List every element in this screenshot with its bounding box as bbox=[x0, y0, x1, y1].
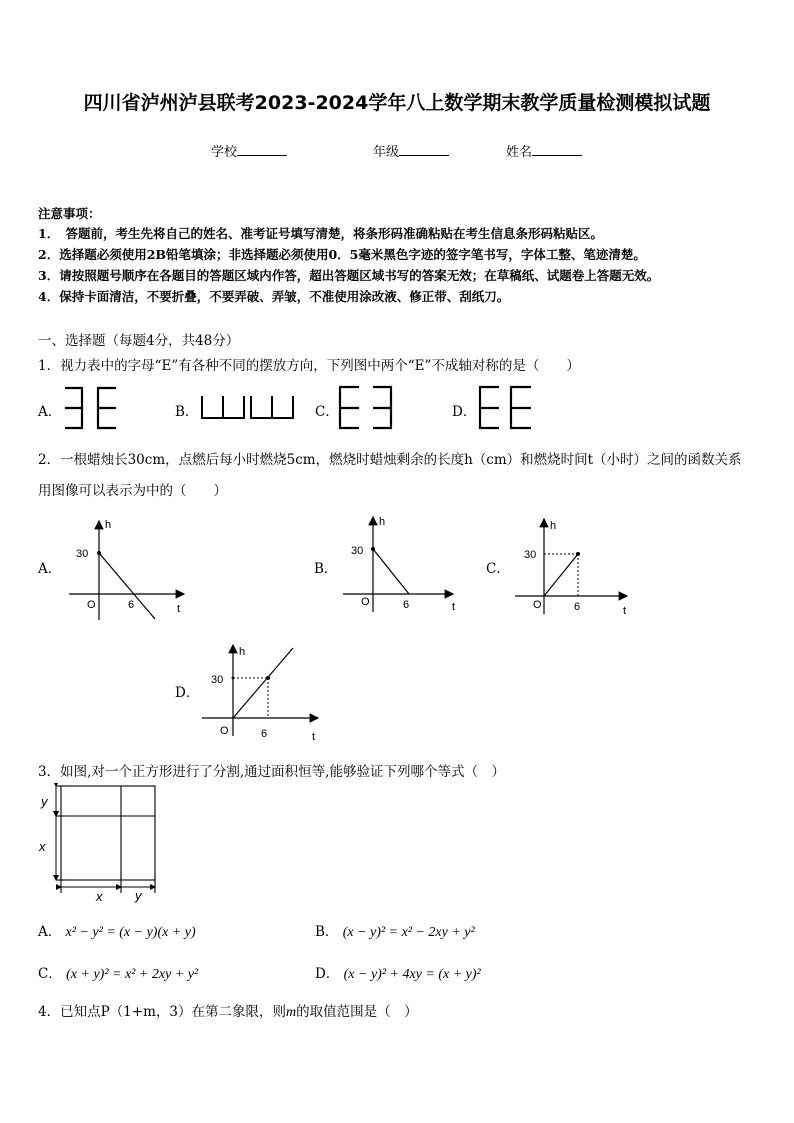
notice-item-2: 2．选择题必须使用2B铅笔填涂；非选择题必须使用0．5毫米黑色字迹的签字笔书写，字体工整、笔迹清楚。 bbox=[38, 247, 646, 262]
q1-option-c-figure bbox=[337, 384, 397, 432]
tick-label-6: 6 bbox=[128, 599, 135, 611]
q1-option-a-label: A． bbox=[38, 404, 62, 420]
notice-item-4: 4．保持卡面清洁，不要折叠，不要弄破、弄皱，不准使用涂改液、修正带、刮纸刀。 bbox=[38, 289, 510, 304]
label-x-bottom: x bbox=[96, 889, 103, 904]
label-y-left: y bbox=[41, 794, 48, 809]
q2-option-c-label: C． bbox=[486, 561, 510, 577]
school-blank bbox=[237, 143, 287, 156]
question-4-variable: m bbox=[285, 1005, 297, 1020]
axis-label-t: t bbox=[177, 603, 181, 615]
school-field bbox=[211, 141, 287, 160]
question-4-text-after: 的取值范围是（ ） bbox=[296, 1004, 418, 1020]
q1-option-c-label: C． bbox=[315, 404, 339, 420]
origin-label: O bbox=[533, 599, 542, 611]
name-blank bbox=[532, 143, 582, 156]
q3-square-figure bbox=[36, 783, 162, 905]
q3-option-c bbox=[38, 962, 198, 983]
q2-option-d-label: D． bbox=[175, 685, 200, 701]
tick-label-6: 6 bbox=[261, 728, 268, 740]
label-y-bottom: y bbox=[135, 888, 142, 903]
name-label: 姓名 bbox=[506, 145, 533, 160]
tick-label-30: 30 bbox=[211, 674, 224, 686]
school-label: 学校 bbox=[211, 145, 238, 160]
axis-label-h: h bbox=[105, 519, 112, 531]
q3-option-a-label: A． bbox=[38, 924, 62, 940]
question-1-text: 1．视力表中的字母“E”有各种不同的摆放方向，下列图中两个“E”不成轴对称的是（ ） bbox=[38, 358, 580, 374]
grade-blank bbox=[399, 143, 449, 156]
name-field bbox=[506, 141, 582, 160]
origin-label: O bbox=[361, 596, 370, 608]
notice-item-3: 3．请按照题号顺序在各题目的答题区域内作答，超出答题区域书写的答案无效；在草稿纸、试题卷上答题无效。 bbox=[38, 268, 660, 283]
origin-label: O bbox=[87, 599, 96, 611]
axis-label-t: t bbox=[452, 601, 456, 613]
question-2-text-line-2: 用图像可以表示为中的（ ） bbox=[38, 483, 227, 499]
notice-item-1: 1． 答题前，考生先将自己的姓名、准考证号填写清楚，将条形码准确粘贴在考生信息条形码粘贴区。 bbox=[38, 226, 603, 241]
q3-option-a bbox=[38, 920, 196, 941]
q3-option-d-label: D． bbox=[315, 966, 340, 982]
page-title: 四川省泸州泸县联考2023-2024学年八上数学期末教学质量检测模拟试题 bbox=[83, 92, 711, 114]
tick-label-30: 30 bbox=[351, 545, 364, 557]
axis-label-h: h bbox=[550, 520, 557, 532]
q1-option-b-figure bbox=[200, 392, 296, 422]
q2-option-b-label: B． bbox=[314, 561, 338, 577]
axis-label-t: t bbox=[312, 731, 316, 743]
section-heading: 一、选择题（每题4分，共48分） bbox=[38, 333, 240, 349]
grade-field bbox=[373, 141, 449, 160]
q1-option-a-figure bbox=[62, 385, 120, 431]
origin-label: O bbox=[220, 725, 229, 737]
question-4-text-before: 4．已知点P（1+m，3）在第二象限，则 bbox=[38, 1004, 286, 1020]
q2-option-b-graph bbox=[337, 512, 467, 616]
notice-heading: 注意事项： bbox=[38, 206, 101, 221]
q1-option-b-label: B． bbox=[175, 404, 199, 420]
q1-option-d-figure bbox=[477, 384, 535, 432]
question-4-text bbox=[38, 1000, 418, 1021]
question-3-text: 3．如图,对一个正方形进行了分割,通过面积恒等,能够验证下列哪个等式（ ） bbox=[38, 764, 505, 780]
q3-option-c-formula: (x + y)² = x² + 2xy + y² bbox=[66, 967, 199, 982]
question-2-text-line-1: 2．一根蜡烛长30cm，点燃后每小时燃烧5cm，燃烧时蜡烛剩余的长度h（cm）和燃烧时间t（小时）之间的函数关系 bbox=[38, 452, 742, 468]
q2-option-a-graph bbox=[62, 515, 197, 623]
axis-label-t: t bbox=[623, 605, 627, 616]
q3-option-d bbox=[315, 962, 481, 983]
q3-option-b-formula: (x − y)² = x² − 2xy + y² bbox=[342, 925, 475, 940]
label-x-left: x bbox=[39, 839, 46, 854]
tick-label-6: 6 bbox=[574, 601, 581, 613]
grade-label: 年级 bbox=[373, 145, 400, 160]
axis-label-h: h bbox=[379, 516, 386, 528]
q3-option-b bbox=[315, 920, 475, 941]
tick-label-30: 30 bbox=[76, 548, 89, 560]
q3-option-c-label: C． bbox=[38, 966, 62, 982]
tick-label-6: 6 bbox=[403, 599, 410, 611]
axis-label-h: h bbox=[239, 646, 246, 658]
q3-option-a-formula: x² − y² = (x − y)(x + y) bbox=[65, 925, 196, 940]
q3-option-b-label: B． bbox=[315, 924, 339, 940]
q3-option-d-formula: (x − y)² + 4xy = (x + y)² bbox=[343, 967, 481, 982]
q2-option-c-graph bbox=[511, 514, 633, 616]
tick-label-30: 30 bbox=[524, 549, 537, 561]
q2-option-d-graph bbox=[200, 640, 330, 744]
q1-option-d-label: D． bbox=[452, 404, 477, 420]
q2-option-a-label: A． bbox=[38, 561, 62, 577]
